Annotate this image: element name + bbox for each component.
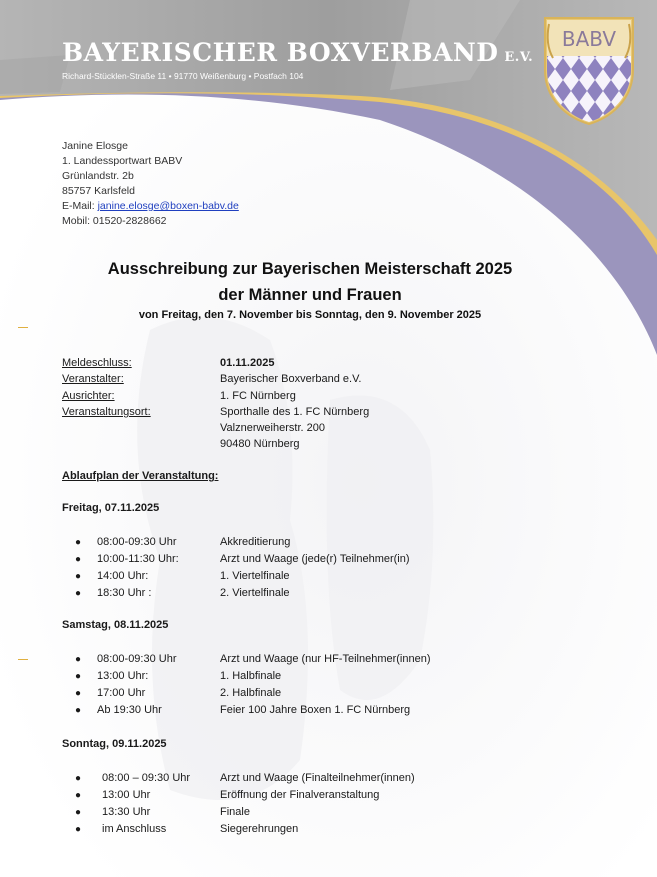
sender-block	[62, 139, 239, 229]
schedule-time: 08:00-09:30 Uhr	[97, 653, 177, 665]
bullet-icon: ●	[75, 571, 82, 582]
bullet-icon: ●	[75, 790, 82, 801]
schedule-time: 08:00 – 09:30 Uhr	[102, 772, 191, 784]
info-label	[62, 420, 220, 436]
info-row	[62, 371, 369, 387]
document-subtitle: von Freitag, den 7. November bis Sonntag, den 9. November 2025	[138, 309, 482, 321]
organization-address: Richard-Stücklen-Straße 11 • 91770 Weißenburg • Postfach 104	[62, 71, 304, 81]
bullet-icon: ●	[75, 773, 82, 784]
bullet-icon: ●	[75, 537, 82, 548]
schedule-time: 13:00 Uhr:	[97, 670, 149, 682]
logo-text: BABV	[561, 27, 617, 51]
schedule-event: Feier 100 Jahre Boxen 1. FC Nürnberg	[220, 704, 411, 716]
bullet-icon: ●	[75, 807, 82, 818]
bullet-icon: ●	[75, 688, 82, 699]
organization-suffix: E.V.	[504, 50, 534, 65]
list-item	[75, 804, 415, 821]
info-row	[62, 355, 369, 371]
schedule-event: Arzt und Waage (jede(r) Teilnehmer(in)	[220, 553, 410, 565]
list-item	[75, 685, 431, 702]
schedule-time: 14:00 Uhr:	[97, 570, 149, 582]
schedule-list-friday	[75, 534, 410, 602]
babv-logo	[539, 14, 639, 126]
info-value: 01.11.2025	[220, 357, 275, 369]
schedule-event: Finale	[220, 806, 250, 818]
info-label: Veranstalter:	[62, 373, 124, 386]
margin-mark	[18, 327, 28, 328]
schedule-event: Arzt und Waage (Finalteilnehmer(innen)	[220, 772, 415, 784]
margin-mark	[18, 659, 28, 660]
day-title-saturday: Samstag, 08.11.2025	[62, 619, 169, 631]
bullet-icon: ●	[75, 824, 82, 835]
bullet-icon: ●	[75, 588, 82, 599]
bullet-icon: ●	[75, 705, 82, 716]
list-item	[75, 568, 410, 585]
schedule-time: 13:00 Uhr	[102, 789, 151, 801]
list-item	[75, 668, 431, 685]
schedule-event: 1. Viertelfinale	[220, 570, 290, 582]
document-title-line1: Ausschreibung zur Bayerischen Meisterschaft 2025	[107, 260, 513, 278]
schedule-time: 10:00-11:30 Uhr:	[97, 553, 179, 565]
info-label	[62, 436, 220, 452]
day-title-sunday: Sonntag, 09.11.2025	[62, 738, 167, 750]
sender-name: Janine Elosge	[62, 140, 128, 152]
schedule-heading: Ablaufplan der Veranstaltung:	[62, 470, 219, 482]
schedule-time: 18:30 Uhr :	[97, 587, 152, 599]
list-item	[75, 702, 431, 719]
sender-role: 1. Landessportwart BABV	[62, 155, 183, 167]
info-value: 1. FC Nürnberg	[220, 389, 296, 402]
list-item	[75, 585, 410, 602]
schedule-event: Siegerehrungen	[220, 823, 299, 835]
schedule-time: Ab 19:30 Uhr	[97, 704, 162, 716]
list-item	[75, 770, 415, 787]
schedule-event: Arzt und Waage (nur HF-Teilnehmer(innen)	[220, 653, 431, 665]
sender-city: 85757 Karlsfeld	[62, 185, 135, 197]
info-value: Sporthalle des 1. FC Nürnberg	[220, 405, 370, 418]
info-value: Bayerischer Boxverband e.V.	[220, 373, 362, 386]
schedule-time: 08:00-09:30 Uhr	[97, 536, 177, 548]
info-value: 90480 Nürnberg	[220, 438, 300, 451]
document-title-line2: der Männer und Frauen	[218, 286, 402, 304]
info-row	[62, 420, 369, 436]
schedule-list-saturday	[75, 651, 431, 719]
sender-street: Grünlandstr. 2b	[62, 170, 134, 182]
list-item	[75, 651, 431, 668]
info-row	[62, 436, 369, 452]
list-item	[75, 534, 410, 551]
day-title-friday: Freitag, 07.11.2025	[62, 502, 160, 514]
bullet-icon: ●	[75, 654, 82, 665]
info-label: Meldeschluss:	[62, 357, 132, 369]
schedule-event: Akkreditierung	[220, 536, 291, 548]
sender-email-link[interactable]: janine.elosge@boxen-babv.de	[97, 200, 239, 212]
info-label: Veranstaltungsort:	[62, 405, 151, 418]
list-item	[75, 787, 415, 804]
list-item	[75, 551, 410, 568]
schedule-time: 17:00 Uhr	[97, 687, 146, 699]
info-value: Valznerweiherstr. 200	[220, 422, 325, 435]
info-row	[62, 404, 369, 420]
schedule-time: 13:30 Uhr	[102, 806, 151, 818]
sender-phone: Mobil: 01520-2828662	[62, 215, 167, 227]
schedule-event: Eröffnung der Finalveranstaltung	[220, 789, 380, 801]
info-row	[62, 388, 369, 404]
info-label: Ausrichter:	[62, 389, 115, 402]
bullet-icon: ●	[75, 554, 82, 565]
event-info-table	[62, 355, 369, 453]
schedule-list-sunday	[75, 770, 415, 838]
organization-name-text: BAYERISCHER BOXVERBAND	[62, 38, 499, 67]
schedule-time: im Anschluss	[102, 823, 167, 835]
sender-email-label: E-Mail:	[62, 200, 98, 212]
schedule-event: 2. Halbfinale	[220, 687, 282, 699]
schedule-event: 1. Halbfinale	[220, 670, 282, 682]
bullet-icon: ●	[75, 671, 82, 682]
schedule-event: 2. Viertelfinale	[220, 587, 290, 599]
sender-email-line	[62, 199, 239, 214]
list-item	[75, 821, 415, 838]
